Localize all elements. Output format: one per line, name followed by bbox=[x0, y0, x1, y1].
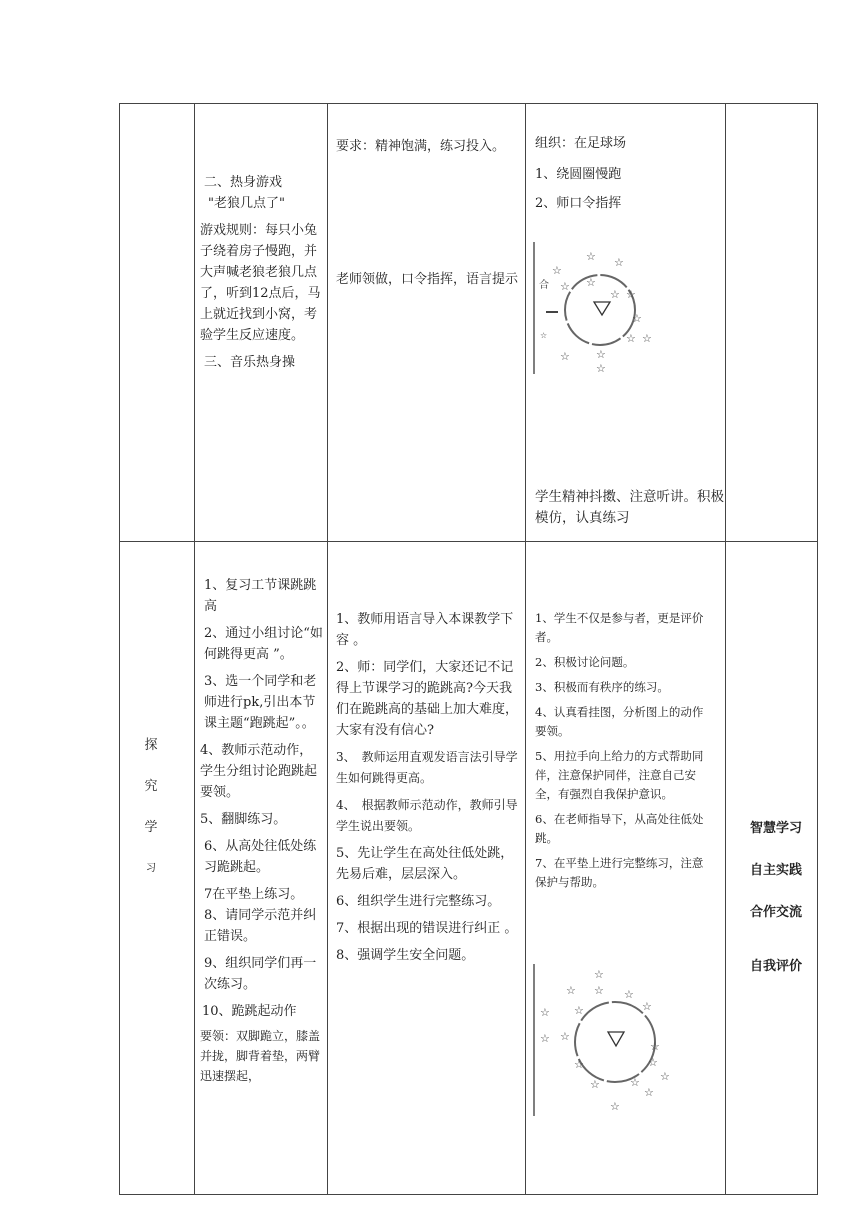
lesson-step-6: 6、从高处往低处练习跪跳起。 bbox=[204, 839, 317, 875]
org-item-2: 2、师口令指挥 bbox=[535, 196, 622, 211]
formation-diagram-1 bbox=[530, 238, 670, 378]
svg-text:☆: ☆ bbox=[660, 1070, 670, 1083]
learning-goals bbox=[740, 818, 812, 978]
section-char-2: 究 bbox=[144, 779, 158, 794]
warmup-cell bbox=[200, 172, 325, 373]
svg-text:☆: ☆ bbox=[540, 331, 548, 340]
goal-1: 智慧学习 bbox=[749, 821, 802, 836]
music-warmup: 三、音乐热身操 bbox=[204, 355, 296, 370]
col-line-5 bbox=[817, 103, 818, 1195]
goal-3: 合作交流 bbox=[749, 905, 802, 920]
svg-text:☆: ☆ bbox=[560, 350, 570, 363]
lesson-step-8: 9、组织同学们再一 次练习。 bbox=[204, 956, 317, 992]
svg-text:☆: ☆ bbox=[590, 1078, 600, 1091]
svg-text:☆: ☆ bbox=[644, 1086, 654, 1099]
student-steps bbox=[535, 609, 705, 892]
col-line-4 bbox=[725, 103, 726, 1195]
row-divider bbox=[119, 541, 818, 542]
lesson-steps bbox=[200, 575, 324, 1086]
diagram-label: 合 bbox=[539, 280, 549, 291]
svg-text:☆: ☆ bbox=[630, 1076, 640, 1089]
lesson-step-3: 3、选一个同学和老师进行pk,引出本节课主题“跑跳起”。。 bbox=[204, 674, 317, 731]
svg-text:☆: ☆ bbox=[560, 280, 570, 293]
teacher-step-6: 6、组织学生进行完整练习。 bbox=[336, 894, 501, 909]
svg-text:☆: ☆ bbox=[610, 288, 620, 301]
col-line-0 bbox=[119, 103, 120, 1195]
student-step-6: 6、在老师指导下，从高处往低处跳。 bbox=[535, 812, 704, 845]
lesson-step-7: 7在平垫上练习。8、请同学示范并纠正错误。 bbox=[204, 887, 317, 944]
student-step-3: 3、积极而有秩序的练习。 bbox=[535, 680, 669, 694]
lesson-step-1: 1、复习工节课跳跳高 bbox=[204, 578, 317, 614]
svg-text:☆: ☆ bbox=[574, 1004, 584, 1017]
col-line-3 bbox=[525, 103, 526, 1195]
goal-4: 自我评价 bbox=[749, 959, 802, 974]
svg-text:☆: ☆ bbox=[596, 348, 606, 361]
svg-text:☆: ☆ bbox=[540, 1032, 550, 1045]
requirement-text: 要求：精神饱满，练习投入。 bbox=[336, 139, 506, 154]
lesson-step-4: 4、教师示范动作，学生分组讨论跑跳起要领。 bbox=[200, 743, 318, 800]
lesson-step-9: 10、跪跳起动作 bbox=[202, 1004, 297, 1019]
teacher-step-5: 5、先让学生在高处往低处跳，先易后难，层层深入。 bbox=[336, 846, 514, 882]
org-item-1: 1、绕圆圈慢跑 bbox=[535, 167, 622, 182]
col-line-2 bbox=[327, 103, 328, 1195]
section-char-3: 学 bbox=[144, 820, 158, 835]
svg-text:☆: ☆ bbox=[648, 1056, 658, 1069]
svg-text:☆: ☆ bbox=[566, 984, 576, 997]
teacher-step-1: 1、教师用语言导入本课教学下容 。 bbox=[336, 612, 514, 648]
student-step-4: 4、认真看挂图，分析图上的动作要领。 bbox=[535, 705, 704, 738]
svg-text:☆: ☆ bbox=[624, 988, 634, 1001]
svg-text:☆: ☆ bbox=[596, 362, 606, 375]
svg-text:☆: ☆ bbox=[642, 332, 652, 345]
table-border-bottom bbox=[119, 1194, 818, 1195]
organization-list bbox=[535, 133, 725, 214]
student-step-2: 2、积极讨论问题。 bbox=[535, 655, 635, 669]
svg-text:☆: ☆ bbox=[540, 1006, 550, 1019]
formation-diagram-2 bbox=[530, 960, 690, 1120]
student-response: 学生精神抖擞、注意听讲。积极模仿，认真练习 bbox=[535, 489, 724, 526]
svg-text:☆: ☆ bbox=[552, 264, 562, 277]
teacher-step-4: 4、 根据教师示范动作，教师引导学生说出要领。 bbox=[336, 798, 518, 833]
section-char-1: 探 bbox=[144, 738, 158, 753]
warmup-subtitle: "老狼几点了" bbox=[208, 196, 285, 211]
svg-text:☆: ☆ bbox=[594, 984, 604, 997]
svg-text:☆: ☆ bbox=[626, 332, 636, 345]
svg-text:☆: ☆ bbox=[560, 1030, 570, 1043]
svg-text:☆: ☆ bbox=[586, 276, 596, 289]
student-step-7: 7、在平垫上进行完整练习，注意保护与帮助。 bbox=[535, 856, 704, 889]
svg-text:☆: ☆ bbox=[610, 1100, 620, 1113]
student-step-5: 5、用拉手向上给力的方式帮助同伴，注意保护同伴，注意自己安全，有强烈自我保护意识。 bbox=[535, 749, 704, 801]
teacher-step-3: 3、 教师运用直观发语言法引导学生如何跳得更高。 bbox=[336, 750, 518, 785]
table-border-top bbox=[119, 103, 818, 104]
svg-text:☆: ☆ bbox=[626, 288, 636, 301]
section-char-4: 习 bbox=[146, 863, 156, 874]
svg-text:☆: ☆ bbox=[574, 1058, 584, 1071]
col-line-1 bbox=[194, 103, 195, 1195]
svg-text:☆: ☆ bbox=[614, 256, 624, 269]
goal-2: 自主实践 bbox=[749, 863, 802, 878]
student-step-1: 1、学生不仅是参与者，更是评价者。 bbox=[535, 611, 704, 644]
section-label bbox=[141, 736, 161, 879]
svg-text:☆: ☆ bbox=[650, 1040, 660, 1053]
svg-text:☆: ☆ bbox=[594, 968, 604, 981]
svg-text:☆: ☆ bbox=[642, 1000, 652, 1013]
game-rule: 游戏规则：每只小兔子绕着房子慢跑，并大声喊老狼老狼几点了，听到12点后，马上就近找到小窝，考验学生反应速度。 bbox=[200, 223, 321, 343]
warmup-title: 二、热身游戏 bbox=[204, 175, 283, 190]
lesson-step-5: 5、翻脚练习。 bbox=[200, 812, 287, 827]
teacher-step-2: 2、师：同学们，大家还记不记得上节课学习的跪跳高?今天我们在跪跳高的基础上加大难度，大家有没有信心? bbox=[336, 660, 519, 738]
svg-text:☆: ☆ bbox=[632, 312, 642, 325]
svg-text:☆: ☆ bbox=[586, 250, 596, 263]
lesson-step-10: 要领：双脚跪立，膝盖并拢，脚背着垫，两臂迅速摆起， bbox=[200, 1029, 321, 1083]
teacher-steps bbox=[336, 609, 524, 966]
organization-label: 组织：在足球场 bbox=[535, 136, 627, 151]
teacher-step-8: 8、强调学生安全问题。 bbox=[336, 948, 475, 963]
teacher-lead-text: 老师领做，口令指挥，语言提示 bbox=[336, 272, 519, 287]
teacher-step-7: 7、根据出现的错误进行纠正 。 bbox=[336, 921, 518, 936]
lesson-step-2: 2、通过小组讨论“如何跳得更高 ”。 bbox=[204, 626, 323, 662]
